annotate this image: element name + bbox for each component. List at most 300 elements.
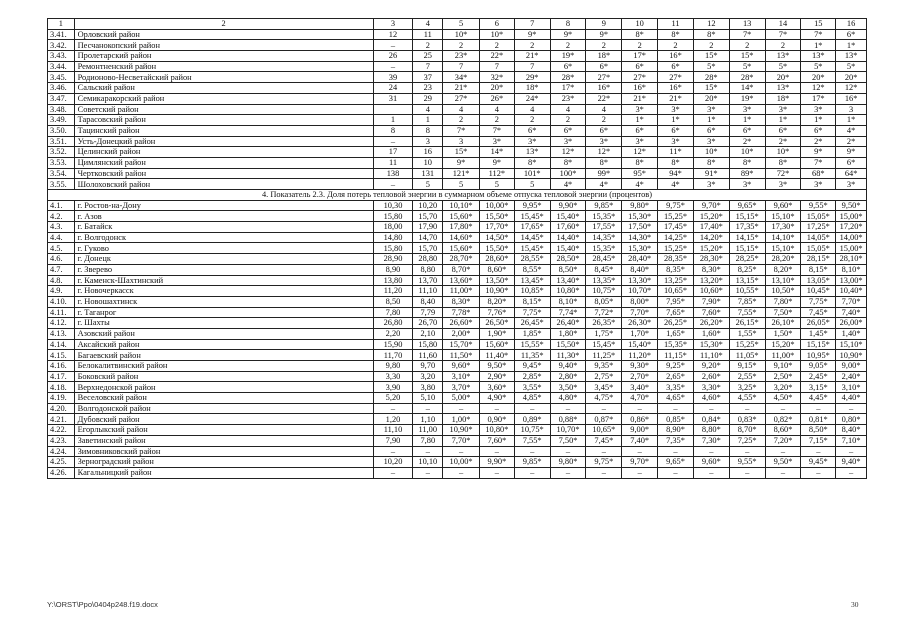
value-cell: 1*: [765, 115, 801, 126]
value-cell: 3: [413, 136, 443, 147]
value-cell: 1: [373, 115, 413, 126]
value-cell: 9,80: [373, 361, 413, 372]
value-cell: 26,40*: [550, 318, 586, 329]
value-cell: –: [514, 403, 550, 414]
value-cell: 14,25*: [658, 232, 694, 243]
row-name: Сальский район: [74, 83, 373, 94]
value-cell: –: [479, 403, 514, 414]
value-cell: 1,70*: [622, 328, 658, 339]
table-row: [48, 222, 867, 233]
value-cell: 3,10*: [836, 382, 867, 393]
value-cell: 20*: [479, 83, 514, 94]
value-cell: 10,95*: [801, 350, 836, 361]
value-cell: 13*: [801, 51, 836, 62]
value-cell: 8*: [693, 29, 729, 40]
row-number: 4.10.: [48, 296, 75, 307]
value-cell: 2*: [836, 136, 867, 147]
value-cell: 13*: [765, 83, 801, 94]
row-name: Тарасовский район: [74, 115, 373, 126]
row-name: Белокалитвинский район: [74, 361, 373, 372]
row-number: 4.3.: [48, 222, 75, 233]
value-cell: –: [586, 403, 622, 414]
row-number: 4.4.: [48, 232, 75, 243]
value-cell: 3*: [658, 104, 694, 115]
value-cell: 26,45*: [514, 318, 550, 329]
row-name: г. Гуково: [74, 243, 373, 254]
value-cell: 17,30*: [765, 222, 801, 233]
value-cell: 9,60*: [443, 361, 480, 372]
row-name: Цимлянский район: [74, 157, 373, 168]
value-cell: 15,15*: [729, 243, 765, 254]
value-cell: 13,50*: [479, 275, 514, 286]
value-cell: 4,60*: [693, 393, 729, 404]
value-cell: 3*: [622, 136, 658, 147]
value-cell: 7,65*: [658, 307, 694, 318]
column-number-row: [48, 19, 867, 30]
value-cell: 28,90: [373, 254, 413, 265]
value-cell: 2*: [801, 136, 836, 147]
column-number-cell: 12: [693, 19, 729, 30]
value-cell: –: [413, 446, 443, 457]
value-cell: 2,00*: [443, 328, 480, 339]
row-number: 4.13.: [48, 328, 75, 339]
value-cell: 19*: [550, 51, 586, 62]
value-cell: 13,80: [373, 275, 413, 286]
value-cell: 27*: [658, 72, 694, 83]
value-cell: 3*: [836, 179, 867, 190]
value-cell: 26,20*: [693, 318, 729, 329]
value-cell: 8,80: [413, 264, 443, 275]
value-cell: 17,60*: [550, 222, 586, 233]
value-cell: 0,84*: [693, 414, 729, 425]
row-name: г. Новошахтинск: [74, 296, 373, 307]
value-cell: 10,70*: [622, 286, 658, 297]
value-cell: 1*: [836, 40, 867, 51]
value-cell: 13*: [765, 51, 801, 62]
value-cell: 89*: [729, 168, 765, 179]
value-cell: 7,72*: [586, 307, 622, 318]
row-number: 3.52.: [48, 147, 75, 158]
value-cell: 9,45*: [801, 457, 836, 468]
row-name: Семикаракорский район: [74, 93, 373, 104]
row-name: Азовский район: [74, 328, 373, 339]
value-cell: 9,65*: [729, 200, 765, 211]
value-cell: 9,10*: [765, 361, 801, 372]
value-cell: 15*: [443, 147, 480, 158]
value-cell: 15,25*: [658, 243, 694, 254]
row-number: 4.9.: [48, 286, 75, 297]
value-cell: 2: [550, 115, 586, 126]
row-number: 3.41.: [48, 29, 75, 40]
value-cell: 15,60*: [443, 211, 480, 222]
value-cell: 14,10*: [765, 232, 801, 243]
value-cell: 14,20*: [693, 232, 729, 243]
value-cell: 0,85*: [658, 414, 694, 425]
data-table: [47, 18, 867, 479]
value-cell: 12*: [836, 83, 867, 94]
value-cell: 7*: [801, 157, 836, 168]
value-cell: 8*: [693, 157, 729, 168]
value-cell: 5,10: [413, 393, 443, 404]
value-cell: 4,90*: [479, 393, 514, 404]
page-number: 30: [851, 600, 859, 609]
value-cell: 8,15*: [801, 264, 836, 275]
value-cell: 21*: [622, 93, 658, 104]
value-cell: 2: [479, 40, 514, 51]
row-name: Кагальницкий район: [74, 467, 373, 478]
value-cell: 9,60*: [693, 457, 729, 468]
value-cell: 9,75*: [658, 200, 694, 211]
value-cell: 7,80*: [765, 296, 801, 307]
value-cell: 8,30*: [443, 296, 480, 307]
value-cell: –: [586, 467, 622, 478]
value-cell: 6*: [658, 61, 694, 72]
value-cell: 9,70*: [622, 457, 658, 468]
value-cell: 1*: [801, 115, 836, 126]
value-cell: 15,50*: [479, 211, 514, 222]
value-cell: 14,60*: [443, 232, 480, 243]
value-cell: 3,20*: [765, 382, 801, 393]
value-cell: –: [413, 467, 443, 478]
value-cell: 3*: [693, 179, 729, 190]
value-cell: 3*: [658, 136, 694, 147]
table-row: [48, 243, 867, 254]
value-cell: 8,15*: [514, 296, 550, 307]
value-cell: 9,60*: [765, 200, 801, 211]
value-cell: 101*: [514, 168, 550, 179]
value-cell: 1,60*: [693, 328, 729, 339]
value-cell: 28*: [729, 72, 765, 83]
value-cell: 9,70: [413, 361, 443, 372]
value-cell: 17,70*: [479, 222, 514, 233]
value-cell: 7,40*: [836, 307, 867, 318]
value-cell: 7: [413, 61, 443, 72]
value-cell: 0,88*: [550, 414, 586, 425]
value-cell: 20*: [801, 72, 836, 83]
value-cell: 11,00*: [443, 286, 480, 297]
table-row: [48, 371, 867, 382]
value-cell: –: [550, 467, 586, 478]
value-cell: –: [836, 467, 867, 478]
value-cell: 26,70: [413, 318, 443, 329]
value-cell: 1*: [622, 115, 658, 126]
row-number: 3.51.: [48, 136, 75, 147]
value-cell: 3*: [801, 179, 836, 190]
value-cell: 9,75*: [586, 457, 622, 468]
column-number-cell: 5: [443, 19, 480, 30]
value-cell: 6*: [586, 61, 622, 72]
table-row: [48, 467, 867, 478]
value-cell: 14,80: [373, 232, 413, 243]
value-cell: 2: [479, 115, 514, 126]
row-number: 4.25.: [48, 457, 75, 468]
row-name: Заветинский район: [74, 435, 373, 446]
value-cell: 15,30*: [622, 243, 658, 254]
value-cell: 6*: [622, 61, 658, 72]
value-cell: 2*: [729, 136, 765, 147]
value-cell: 8*: [550, 157, 586, 168]
value-cell: 1,40*: [836, 328, 867, 339]
table-row: [48, 425, 867, 436]
value-cell: 8,70*: [443, 264, 480, 275]
value-cell: 7,25*: [729, 435, 765, 446]
column-number-cell: 7: [514, 19, 550, 30]
value-cell: 131: [413, 168, 443, 179]
value-cell: 19*: [729, 93, 765, 104]
value-cell: 3*: [514, 136, 550, 147]
value-cell: 29*: [514, 72, 550, 83]
value-cell: 15,00*: [836, 243, 867, 254]
row-number: 4.6.: [48, 254, 75, 265]
value-cell: 3,15*: [801, 382, 836, 393]
value-cell: 3*: [765, 104, 801, 115]
value-cell: –: [622, 403, 658, 414]
value-cell: –: [801, 446, 836, 457]
row-name: Песчанокопский район: [74, 40, 373, 51]
value-cell: –: [550, 403, 586, 414]
value-cell: 0,86*: [622, 414, 658, 425]
row-name: г. Азов: [74, 211, 373, 222]
value-cell: [373, 104, 413, 115]
row-name: Ремонтненский район: [74, 61, 373, 72]
value-cell: 26,30*: [622, 318, 658, 329]
value-cell: 8*: [514, 157, 550, 168]
value-cell: 10,50*: [765, 286, 801, 297]
value-cell: 8,10*: [550, 296, 586, 307]
table-row: [48, 211, 867, 222]
value-cell: –: [836, 446, 867, 457]
value-cell: 91*: [693, 168, 729, 179]
value-cell: 15,60*: [443, 243, 480, 254]
value-cell: 0,90*: [479, 414, 514, 425]
value-cell: 14,45*: [514, 232, 550, 243]
row-name: г. Новочеркасск: [74, 286, 373, 297]
value-cell: 10,80*: [550, 286, 586, 297]
table-row: [48, 72, 867, 83]
value-cell: 3*: [586, 136, 622, 147]
value-cell: 5: [514, 179, 550, 190]
value-cell: 9,25*: [658, 361, 694, 372]
value-cell: 13,00*: [836, 275, 867, 286]
value-cell: 10,20: [373, 457, 413, 468]
value-cell: 28,40*: [622, 254, 658, 265]
value-cell: 26,80: [373, 318, 413, 329]
value-cell: 9,00*: [622, 425, 658, 436]
value-cell: 8: [373, 125, 413, 136]
row-number: 3.54.: [48, 168, 75, 179]
value-cell: 27*: [443, 93, 480, 104]
value-cell: 2*: [765, 136, 801, 147]
value-cell: –: [801, 403, 836, 414]
value-cell: 28,55*: [514, 254, 550, 265]
value-cell: 15,05*: [801, 211, 836, 222]
value-cell: 10,90*: [836, 350, 867, 361]
value-cell: 3,45*: [586, 382, 622, 393]
value-cell: 9,90*: [550, 200, 586, 211]
value-cell: 95*: [622, 168, 658, 179]
column-number-cell: 9: [586, 19, 622, 30]
value-cell: –: [550, 446, 586, 457]
value-cell: 11,10: [413, 286, 443, 297]
row-name: г. Волгодонск: [74, 232, 373, 243]
value-cell: 7*: [729, 29, 765, 40]
value-cell: 3*: [693, 104, 729, 115]
row-number: 4.14.: [48, 339, 75, 350]
value-cell: 8*: [586, 157, 622, 168]
value-cell: 8: [413, 125, 443, 136]
value-cell: 1,85*: [514, 328, 550, 339]
value-cell: 11,10: [373, 425, 413, 436]
value-cell: 13,20*: [693, 275, 729, 286]
value-cell: 6*: [693, 125, 729, 136]
value-cell: 4*: [586, 179, 622, 190]
value-cell: 12: [373, 29, 413, 40]
value-cell: 13*: [836, 51, 867, 62]
table-row: [48, 286, 867, 297]
row-number: 4.7.: [48, 264, 75, 275]
value-cell: 1,20: [373, 414, 413, 425]
value-cell: 4,70*: [622, 393, 658, 404]
value-cell: 28,45*: [586, 254, 622, 265]
value-cell: 2,85*: [514, 371, 550, 382]
column-number-cell: 1: [48, 19, 75, 30]
value-cell: 8,40*: [622, 264, 658, 275]
value-cell: 9*: [586, 29, 622, 40]
row-number: 3.45.: [48, 72, 75, 83]
value-cell: 7,78*: [443, 307, 480, 318]
row-number: 3.49.: [48, 115, 75, 126]
value-cell: 10,85*: [514, 286, 550, 297]
value-cell: 10,00*: [479, 200, 514, 211]
value-cell: 8,90*: [658, 425, 694, 436]
value-cell: 18*: [514, 83, 550, 94]
value-cell: –: [693, 403, 729, 414]
row-number: 4.19.: [48, 393, 75, 404]
value-cell: 4,65*: [658, 393, 694, 404]
value-cell: 8*: [729, 157, 765, 168]
value-cell: 10,65*: [658, 286, 694, 297]
value-cell: 15,45*: [514, 211, 550, 222]
value-cell: 3: [443, 136, 480, 147]
table-row: [48, 382, 867, 393]
value-cell: 28,20*: [765, 254, 801, 265]
value-cell: 6*: [729, 125, 765, 136]
value-cell: 15,25*: [658, 211, 694, 222]
row-number: 3.48.: [48, 104, 75, 115]
value-cell: –: [693, 467, 729, 478]
row-name: Чертковский район: [74, 168, 373, 179]
value-cell: 2,65*: [658, 371, 694, 382]
value-cell: 1*: [658, 115, 694, 126]
value-cell: 20*: [836, 72, 867, 83]
value-cell: 7: [514, 61, 550, 72]
value-cell: –: [479, 446, 514, 457]
value-cell: 21*: [514, 51, 550, 62]
value-cell: 11,35*: [514, 350, 550, 361]
value-cell: 26: [373, 51, 413, 62]
row-number: 4.26.: [48, 467, 75, 478]
value-cell: 7,30*: [693, 435, 729, 446]
value-cell: 28*: [693, 72, 729, 83]
value-cell: 7*: [479, 125, 514, 136]
value-cell: 7,70*: [443, 435, 480, 446]
value-cell: –: [479, 467, 514, 478]
value-cell: 5*: [693, 61, 729, 72]
value-cell: 4: [586, 104, 622, 115]
value-cell: 10,20: [413, 200, 443, 211]
value-cell: 15,35*: [658, 339, 694, 350]
value-cell: 14,70: [413, 232, 443, 243]
value-cell: 6*: [765, 125, 801, 136]
column-number-cell: 6: [479, 19, 514, 30]
value-cell: 28,70*: [443, 254, 480, 265]
value-cell: 17,20*: [836, 222, 867, 233]
value-cell: 11,60: [413, 350, 443, 361]
value-cell: 11,00: [413, 425, 443, 436]
value-cell: 13,15*: [729, 275, 765, 286]
value-cell: 8,50*: [550, 264, 586, 275]
value-cell: 7,45*: [801, 307, 836, 318]
value-cell: 3,70*: [443, 382, 480, 393]
table-row: [48, 296, 867, 307]
value-cell: 15,45*: [514, 243, 550, 254]
value-cell: 10*: [729, 147, 765, 158]
value-cell: 23: [413, 83, 443, 94]
value-cell: 9,45*: [514, 361, 550, 372]
value-cell: 9,35*: [586, 361, 622, 372]
value-cell: 15,60*: [479, 339, 514, 350]
table-row: [48, 179, 867, 190]
value-cell: 3*: [550, 136, 586, 147]
value-cell: –: [443, 403, 480, 414]
value-cell: 2,50*: [765, 371, 801, 382]
value-cell: 10,70*: [550, 425, 586, 436]
value-cell: 10,60*: [693, 286, 729, 297]
table-row: [48, 40, 867, 51]
value-cell: 13,30*: [622, 275, 658, 286]
value-cell: 0,81*: [801, 414, 836, 425]
value-cell: 3*: [765, 179, 801, 190]
row-name: Усть-Донецкий район: [74, 136, 373, 147]
value-cell: 68*: [801, 168, 836, 179]
row-number: 4.16.: [48, 361, 75, 372]
value-cell: 9*: [514, 29, 550, 40]
value-cell: 28,60*: [479, 254, 514, 265]
value-cell: 9,20*: [693, 361, 729, 372]
value-cell: 13,10*: [765, 275, 801, 286]
value-cell: 14,00*: [836, 232, 867, 243]
value-cell: 8,20*: [479, 296, 514, 307]
value-cell: 28,10*: [836, 254, 867, 265]
value-cell: 7,90: [373, 435, 413, 446]
value-cell: 15,35*: [586, 211, 622, 222]
value-cell: 8*: [622, 29, 658, 40]
value-cell: 5,00*: [443, 393, 480, 404]
row-name: Дубовский район: [74, 414, 373, 425]
value-cell: 17,90: [413, 222, 443, 233]
table-row: [48, 350, 867, 361]
row-name: Верхнедонской район: [74, 382, 373, 393]
value-cell: 20*: [765, 72, 801, 83]
value-cell: 15,80: [373, 211, 413, 222]
value-cell: 9,40*: [836, 457, 867, 468]
row-number: 3.43.: [48, 51, 75, 62]
value-cell: 4,55*: [729, 393, 765, 404]
value-cell: 7,79: [413, 307, 443, 318]
value-cell: 11,25*: [586, 350, 622, 361]
value-cell: 121*: [443, 168, 480, 179]
value-cell: 2,20: [373, 328, 413, 339]
